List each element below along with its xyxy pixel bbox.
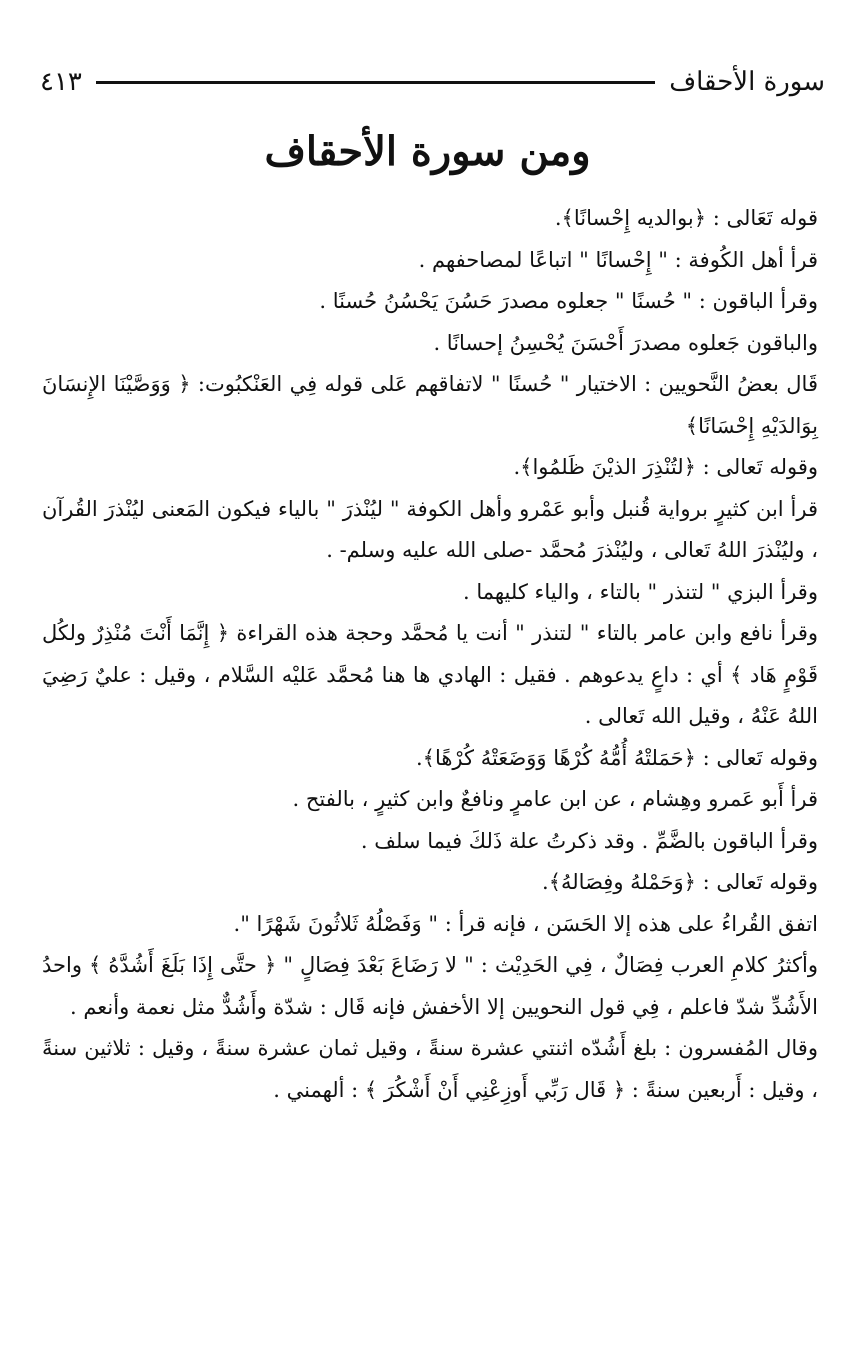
paragraph: وقرأ الباقون بالضَّمِّ . وقد ذكرتُ علة ذَلكَ فيما سلف . xyxy=(360,828,818,853)
page-number: ٤١٣ xyxy=(40,67,82,97)
paragraph: وقرأ البزي " لتنذر " بالتاء ، والياء كليهما . xyxy=(462,579,818,604)
paragraph: وقوله تَعالى : ﴿وَحَمْلهُ وفِصَالهُ﴾. xyxy=(542,870,818,894)
paragraph: قرأ أَبو عَمرو وهِشام ، عن ابن عامرٍ ونافعٌ وابن كثيرٍ ، بالفتح . xyxy=(292,787,818,811)
body-text xyxy=(42,198,818,1111)
paragraph: قوله تَعَالى : ﴿بوالديه إِحْسانًا﴾. xyxy=(554,206,818,230)
header-rule xyxy=(96,81,655,84)
paragraph: قَال بعضُ النَّحويين : الاختيار " حُسنًا " لاتفاقهم عَلى قوله فِي العَنْكبُوت: ﴿ وَوَصَّيْنَا الإِنسَانَ بِوَالدَيْهِ إِحْسَانًا﴾ xyxy=(42,372,818,438)
running-header-surah: سورة الأحقاف xyxy=(669,67,825,97)
paragraph: وقرأ نافع وابن عامر بالتاء " لتنذر " أنت يا مُحمَّد وحجة هذه القراءة ﴿ إِنَّمَا أَنْتَ مُنْذِرٌ ولكُل قَوْمٍ هَاد ﴾ أي : داعٍ يدعوهم . فقيل : الهادي ها هنا مُحمَّد عَليْه السَّلام ، وقيل : عليٌ رَضِيَ اللهُ عَنْهُ ، وقيل الله تَعالى . xyxy=(42,621,818,728)
section-title: ومن سورة الأحقاف xyxy=(264,128,591,175)
paragraph: وقرأ الباقون : " حُسنًا " جعلوه مصدرَ حَسُنَ يَحْسُنُ حُسنًا . xyxy=(319,289,818,313)
paragraph: وقوله تَعالى : ﴿حَمَلتْهُ أُمُّهُ كُرْهًا وَوَضَعَتْهُ كُرْهًا﴾. xyxy=(415,745,818,770)
paragraph: اتفق القُراءُ على هذه إلا الحَسَن ، فإنه قرأ : " وَفَصْلُهُ ثَلاثُونَ شَهْرًا ". xyxy=(233,911,818,936)
paragraph: قرأ ابن كثيرٍ برواية قُنبل وأبو عَمْرو وأهل الكوفة " ليُنْذرَ " بالياء فيكون المَعنى ليُنْذرَ القُرآن ، وليُنْذرَ اللهُ تَعالى ، وليُنْذرَ مُحمَّد -صلى الله عليه وسلم- . xyxy=(42,496,818,562)
paragraph: والباقون جَعلوه مصدرَ أَحْسَنَ يُحْسِنُ إحسانًا . xyxy=(433,330,818,355)
paragraph: وأكثرُ كلامِ العرب فِصَالٌ ، فِي الحَدِيْث : " لا رَضَاعَ بَعْدَ فِصَالٍ " ﴿ حتَّى إِذَا بَلَغَ أَشُدَّهُ ﴾ واحدُ الأَشُدِّ شدّ فاعلم ، فِي قول النحويين إلا الأخفش فإنه قَال : شدّة وأَشُدٌّ مثل نعمة وأنعم . xyxy=(42,953,818,1019)
paragraph: قرأ أهل الكُوفة : " إِحْسانًا " اتباعًا لمصاحفهم . xyxy=(418,247,818,272)
paragraph: وقال المُفسرون : بلغ أَشُدّه اثنتي عشرة سنةً ، وقيل ثمان عشرة سنةً ، وقيل : ثلاثين سنةً ، وقيل : أَربعين سنةً : ﴿ قَال رَبِّي أَوزِعْنِي أَنْ أَشْكُرَ ﴾ : ألهمني . xyxy=(42,1036,818,1102)
paragraph: وقوله تَعالى : ﴿لتُنْذِرَ الذيْنَ ظَلمُوا﴾. xyxy=(513,455,818,479)
running-header xyxy=(40,62,825,102)
